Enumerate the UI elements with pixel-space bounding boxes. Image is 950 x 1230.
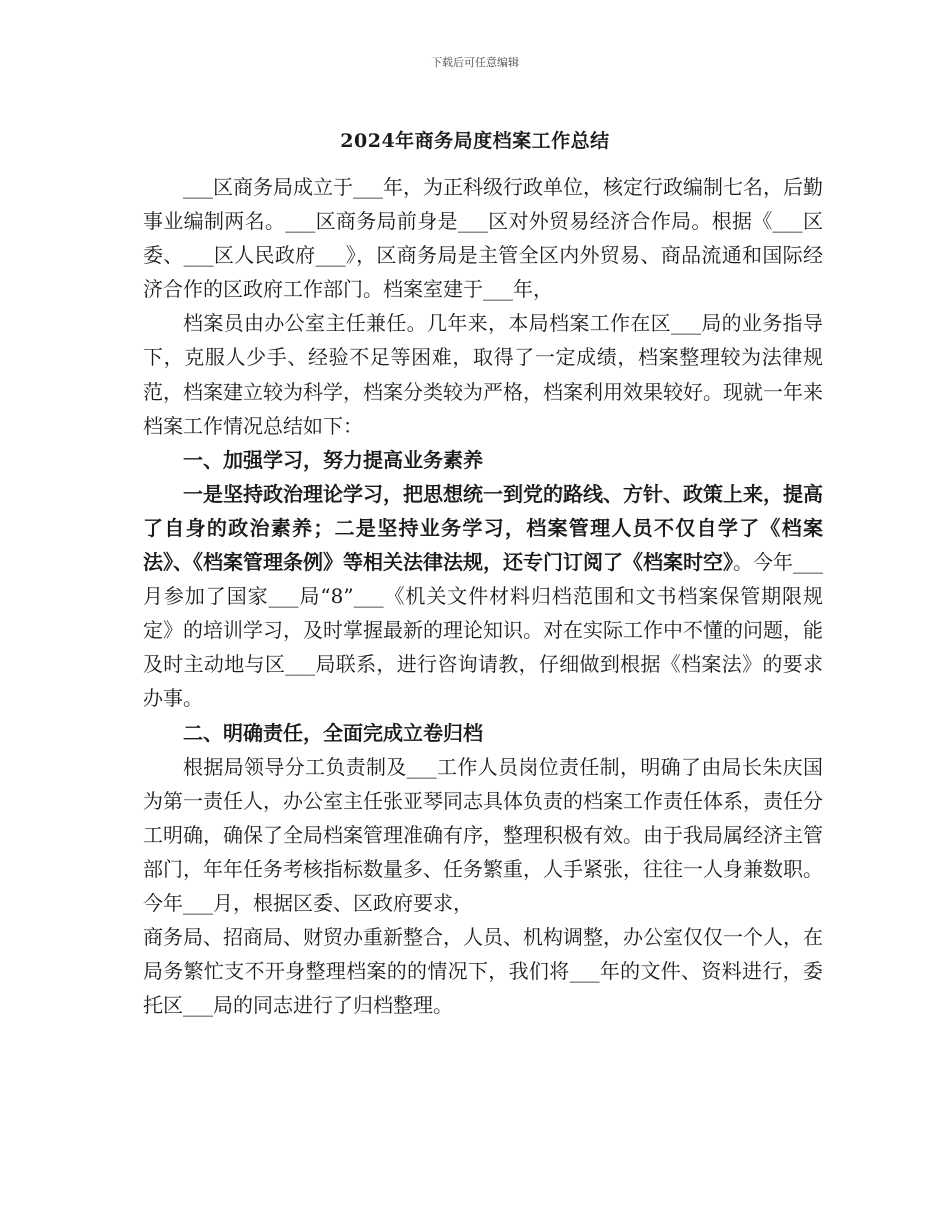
paragraph-study-normal: 。今年___月参加了国家___局“8”___《机关文件材料归档范围和文书档案保管期限规定》的培训学习，及时掌握最新的理论知识。对在实际工作中不懂的问题，能及时主动地与区___局联系，进行咨询请教，仔细做到根据《档案法》的要求办事。: [143, 550, 823, 711]
page-header-note: 下载后可任意编辑: [431, 56, 519, 69]
section-heading-1: 一、加强学习，努力提高业务素养: [183, 447, 483, 472]
paragraph-study: [143, 477, 823, 716]
paragraph-responsibility: 根据局领导分工负责制及___工作人员岗位责任制，明确了由局长朱庆国为第一责任人，办公室主任张亚琴同志具体负责的档案工作责任体系，责任分工明确，确保了全局档案管理准确有序，整理积极有效。由于我局属经济主管部门，年年任务考核指标数量多、任务繁重，人手紧张，往往一人身兼数职。今年___月，根据区委、区政府要求，: [143, 754, 823, 915]
document-title: 2024年商务局度档案工作总结: [340, 130, 610, 152]
paragraph-study-bold: 一是坚持政治理论学习，把思想统一到党的路线、方针、政策上来，提高了自身的政治素养；二是坚持业务学习，档案管理人员不仅自学了《档案法》、《档案管理条例》等相关法律法规，还专门订阅了《档案时空》: [143, 481, 823, 575]
paragraph-archivist: 档案员由办公室主任兼任。几年来，本局档案工作在区___局的业务指导下，克服人少手、经验不足等困难，取得了一定成绩，档案整理较为法律规范，档案建立较为科学，档案分类较为严格，档案利用效果较好。现就一年来档案工作情况总结如下：: [143, 311, 823, 438]
section-heading-2: 二、明确责任，全面完成立卷归档: [183, 720, 483, 745]
paragraph-reorganization: 商务局、招商局、财贸办重新整合，人员、机构调整，办公室仅仅一个人，在局务繁忙支不开身整理档案的的情况下，我们将___年的文件、资料进行，委托区___局的同志进行了归档整理。: [143, 925, 823, 1018]
paragraph-intro: ___区商务局成立于___年，为正科级行政单位，核定行政编制七名，后勤事业编制两名。___区商务局前身是___区对外贸易经济合作局。根据《___区委、___区人民政府___》，区商务局是主管全区内外贸易、商品流通和国际经济合作的区政府工作部门。档案室建于___年，: [143, 175, 823, 302]
document-body: [143, 170, 823, 1022]
